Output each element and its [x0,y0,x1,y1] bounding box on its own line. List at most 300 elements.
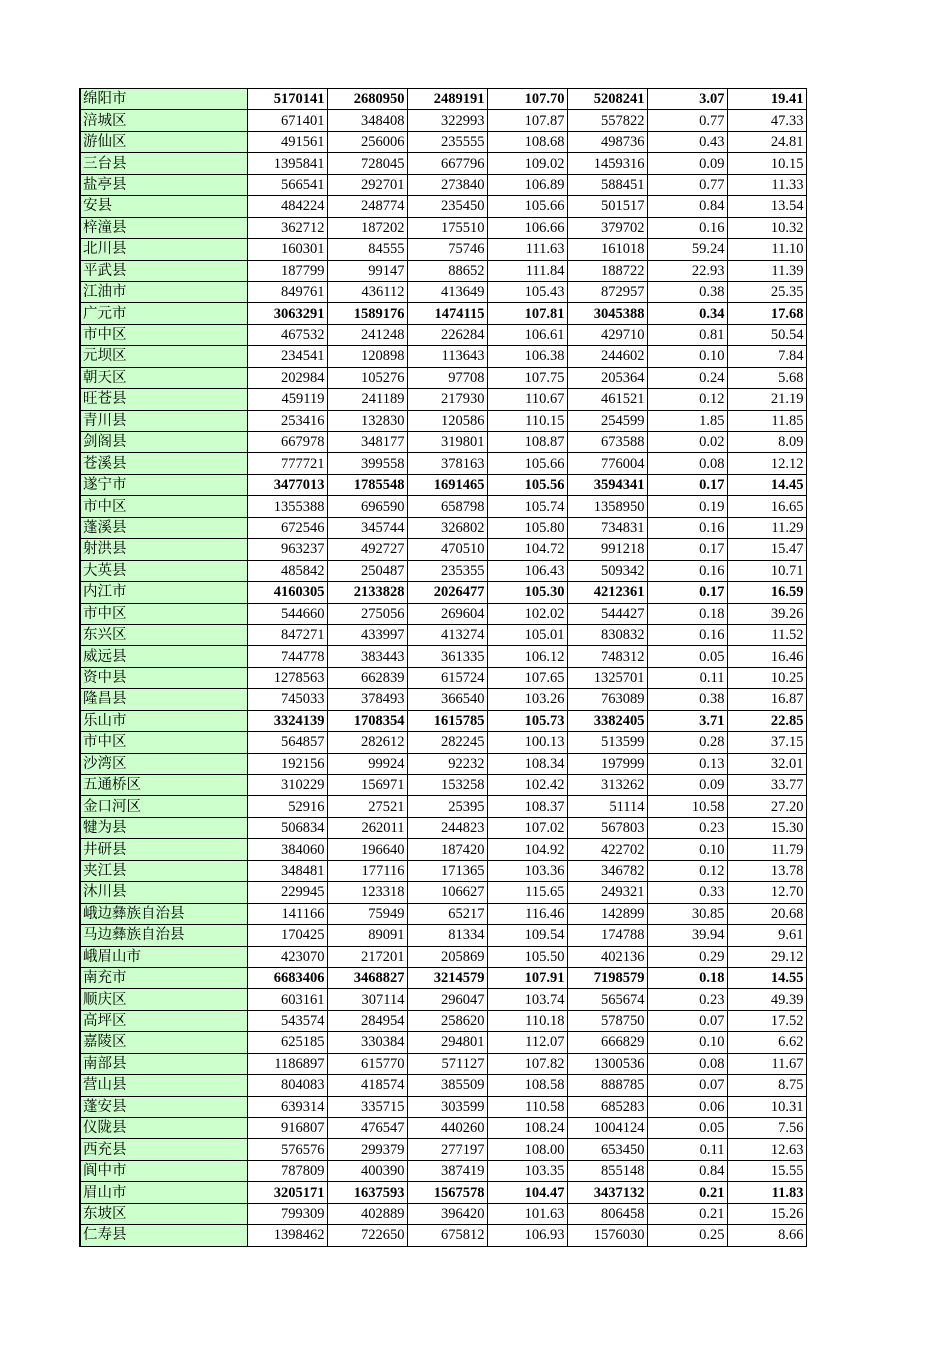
value-cell-col-3[interactable]: 2489191 [407,89,487,110]
value-cell-col-6[interactable]: 0.02 [647,432,727,453]
value-cell-col-6[interactable]: 0.07 [647,1010,727,1031]
value-cell-col-2[interactable]: 378493 [327,689,407,710]
value-cell-col-6[interactable]: 0.05 [647,1118,727,1139]
value-cell-col-2[interactable]: 696590 [327,496,407,517]
value-cell-col-2[interactable]: 248774 [327,196,407,217]
value-cell-col-6[interactable]: 0.23 [647,989,727,1010]
value-cell-col-5[interactable]: 544427 [567,603,647,624]
value-cell-col-3[interactable]: 282245 [407,732,487,753]
value-cell-col-1[interactable]: 1278563 [247,667,327,688]
value-cell-col-4[interactable]: 102.02 [487,603,567,624]
value-cell-col-5[interactable]: 557822 [567,110,647,131]
value-cell-col-3[interactable]: 81334 [407,925,487,946]
value-cell-col-5[interactable]: 402136 [567,946,647,967]
value-cell-col-4[interactable]: 110.67 [487,389,567,410]
value-cell-col-6[interactable]: 0.84 [647,196,727,217]
value-cell-col-2[interactable]: 383443 [327,646,407,667]
value-cell-col-3[interactable]: 235450 [407,196,487,217]
value-cell-col-6[interactable]: 0.33 [647,882,727,903]
region-name-cell[interactable]: 青川县 [80,410,247,431]
value-cell-col-1[interactable]: 543574 [247,1010,327,1031]
value-cell-col-5[interactable]: 673588 [567,432,647,453]
region-name-cell[interactable]: 梓潼县 [80,217,247,238]
value-cell-col-2[interactable]: 282612 [327,732,407,753]
value-cell-col-3[interactable]: 1474115 [407,303,487,324]
region-name-cell[interactable]: 沐川县 [80,882,247,903]
value-cell-col-4[interactable]: 105.73 [487,710,567,731]
value-cell-col-5[interactable]: 4212361 [567,582,647,603]
value-cell-col-5[interactable]: 1576030 [567,1225,647,1246]
region-name-cell[interactable]: 市中区 [80,732,247,753]
value-cell-col-3[interactable]: 296047 [407,989,487,1010]
value-cell-col-4[interactable]: 109.02 [487,153,567,174]
value-cell-col-4[interactable]: 107.75 [487,367,567,388]
value-cell-col-4[interactable]: 106.12 [487,646,567,667]
value-cell-col-6[interactable]: 0.23 [647,817,727,838]
value-cell-col-5[interactable]: 855148 [567,1160,647,1181]
region-name-cell[interactable]: 安县 [80,196,247,217]
value-cell-col-5[interactable]: 806458 [567,1203,647,1224]
value-cell-col-4[interactable]: 103.36 [487,860,567,881]
value-cell-col-1[interactable]: 484224 [247,196,327,217]
region-name-cell[interactable]: 井研县 [80,839,247,860]
value-cell-col-3[interactable]: 235555 [407,131,487,152]
value-cell-col-6[interactable]: 0.21 [647,1203,727,1224]
value-cell-col-4[interactable]: 108.37 [487,796,567,817]
value-cell-col-6[interactable]: 0.81 [647,324,727,345]
value-cell-col-6[interactable]: 0.05 [647,646,727,667]
value-cell-col-7[interactable]: 25.35 [727,281,806,302]
region-name-cell[interactable]: 乐山市 [80,710,247,731]
value-cell-col-3[interactable]: 235355 [407,560,487,581]
value-cell-col-2[interactable]: 307114 [327,989,407,1010]
value-cell-col-6[interactable]: 0.07 [647,1075,727,1096]
value-cell-col-5[interactable]: 776004 [567,453,647,474]
value-cell-col-1[interactable]: 170425 [247,925,327,946]
value-cell-col-3[interactable]: 97708 [407,367,487,388]
value-cell-col-2[interactable]: 75949 [327,903,407,924]
value-cell-col-1[interactable]: 3205171 [247,1182,327,1203]
region-name-cell[interactable]: 三台县 [80,153,247,174]
value-cell-col-3[interactable]: 92232 [407,753,487,774]
value-cell-col-3[interactable]: 258620 [407,1010,487,1031]
value-cell-col-2[interactable]: 99924 [327,753,407,774]
value-cell-col-4[interactable]: 107.70 [487,89,567,110]
value-cell-col-4[interactable]: 106.38 [487,346,567,367]
value-cell-col-6[interactable]: 0.34 [647,303,727,324]
region-name-cell[interactable]: 游仙区 [80,131,247,152]
value-cell-col-6[interactable]: 0.11 [647,667,727,688]
value-cell-col-4[interactable]: 107.87 [487,110,567,131]
value-cell-col-3[interactable]: 378163 [407,453,487,474]
value-cell-col-2[interactable]: 728045 [327,153,407,174]
value-cell-col-2[interactable]: 433997 [327,624,407,645]
value-cell-col-7[interactable]: 10.25 [727,667,806,688]
region-name-cell[interactable]: 金口河区 [80,796,247,817]
region-name-cell[interactable]: 东兴区 [80,624,247,645]
region-name-cell[interactable]: 市中区 [80,603,247,624]
value-cell-col-4[interactable]: 110.18 [487,1010,567,1031]
value-cell-col-7[interactable]: 16.87 [727,689,806,710]
value-cell-col-4[interactable]: 110.58 [487,1096,567,1117]
value-cell-col-1[interactable]: 745033 [247,689,327,710]
value-cell-col-1[interactable]: 192156 [247,753,327,774]
value-cell-col-3[interactable]: 319801 [407,432,487,453]
value-cell-col-3[interactable]: 322993 [407,110,487,131]
value-cell-col-2[interactable]: 241248 [327,324,407,345]
value-cell-col-1[interactable]: 459119 [247,389,327,410]
value-cell-col-3[interactable]: 88652 [407,260,487,281]
value-cell-col-7[interactable]: 5.68 [727,367,806,388]
value-cell-col-3[interactable]: 361335 [407,646,487,667]
value-cell-col-4[interactable]: 108.68 [487,131,567,152]
value-cell-col-3[interactable]: 120586 [407,410,487,431]
value-cell-col-4[interactable]: 108.24 [487,1118,567,1139]
value-cell-col-3[interactable]: 326802 [407,517,487,538]
value-cell-col-1[interactable]: 506834 [247,817,327,838]
value-cell-col-2[interactable]: 335715 [327,1096,407,1117]
region-name-cell[interactable]: 南部县 [80,1053,247,1074]
value-cell-col-7[interactable]: 12.70 [727,882,806,903]
region-name-cell[interactable]: 旺苍县 [80,389,247,410]
value-cell-col-4[interactable]: 109.54 [487,925,567,946]
value-cell-col-3[interactable]: 277197 [407,1139,487,1160]
value-cell-col-6[interactable]: 0.13 [647,753,727,774]
value-cell-col-1[interactable]: 625185 [247,1032,327,1053]
value-cell-col-2[interactable]: 400390 [327,1160,407,1181]
value-cell-col-2[interactable]: 256006 [327,131,407,152]
value-cell-col-1[interactable]: 52916 [247,796,327,817]
value-cell-col-2[interactable]: 250487 [327,560,407,581]
value-cell-col-1[interactable]: 672546 [247,517,327,538]
value-cell-col-1[interactable]: 3477013 [247,474,327,495]
value-cell-col-7[interactable]: 11.33 [727,174,806,195]
value-cell-col-1[interactable]: 485842 [247,560,327,581]
region-name-cell[interactable]: 峨眉山市 [80,946,247,967]
value-cell-col-3[interactable]: 269604 [407,603,487,624]
value-cell-col-5[interactable]: 513599 [567,732,647,753]
value-cell-col-2[interactable]: 1708354 [327,710,407,731]
value-cell-col-5[interactable]: 685283 [567,1096,647,1117]
value-cell-col-2[interactable]: 2680950 [327,89,407,110]
value-cell-col-1[interactable]: 847271 [247,624,327,645]
value-cell-col-2[interactable]: 99147 [327,260,407,281]
value-cell-col-7[interactable]: 15.47 [727,539,806,560]
value-cell-col-7[interactable]: 22.85 [727,710,806,731]
value-cell-col-7[interactable]: 7.84 [727,346,806,367]
value-cell-col-3[interactable]: 658798 [407,496,487,517]
value-cell-col-4[interactable]: 101.63 [487,1203,567,1224]
value-cell-col-5[interactable]: 249321 [567,882,647,903]
region-name-cell[interactable]: 阆中市 [80,1160,247,1181]
value-cell-col-5[interactable]: 461521 [567,389,647,410]
value-cell-col-3[interactable]: 244823 [407,817,487,838]
value-cell-col-1[interactable]: 744778 [247,646,327,667]
region-name-cell[interactable]: 峨边彝族自治县 [80,903,247,924]
value-cell-col-1[interactable]: 253416 [247,410,327,431]
value-cell-col-4[interactable]: 112.07 [487,1032,567,1053]
value-cell-col-5[interactable]: 254599 [567,410,647,431]
value-cell-col-1[interactable]: 229945 [247,882,327,903]
value-cell-col-2[interactable]: 89091 [327,925,407,946]
region-name-cell[interactable]: 元坝区 [80,346,247,367]
value-cell-col-7[interactable]: 13.54 [727,196,806,217]
value-cell-col-2[interactable]: 348408 [327,110,407,131]
value-cell-col-2[interactable]: 123318 [327,882,407,903]
value-cell-col-6[interactable]: 0.16 [647,560,727,581]
value-cell-col-2[interactable]: 132830 [327,410,407,431]
region-name-cell[interactable]: 蓬溪县 [80,517,247,538]
value-cell-col-2[interactable]: 27521 [327,796,407,817]
value-cell-col-1[interactable]: 671401 [247,110,327,131]
value-cell-col-2[interactable]: 330384 [327,1032,407,1053]
value-cell-col-3[interactable]: 2026477 [407,582,487,603]
value-cell-col-5[interactable]: 1459316 [567,153,647,174]
value-cell-col-4[interactable]: 106.93 [487,1225,567,1246]
region-name-cell[interactable]: 五通桥区 [80,775,247,796]
value-cell-col-3[interactable]: 396420 [407,1203,487,1224]
value-cell-col-3[interactable]: 470510 [407,539,487,560]
value-cell-col-5[interactable]: 174788 [567,925,647,946]
region-name-cell[interactable]: 遂宁市 [80,474,247,495]
value-cell-col-4[interactable]: 105.50 [487,946,567,967]
value-cell-col-4[interactable]: 108.58 [487,1075,567,1096]
value-cell-col-2[interactable]: 241189 [327,389,407,410]
value-cell-col-5[interactable]: 567803 [567,817,647,838]
region-name-cell[interactable]: 嘉陵区 [80,1032,247,1053]
value-cell-col-2[interactable]: 292701 [327,174,407,195]
value-cell-col-2[interactable]: 1637593 [327,1182,407,1203]
value-cell-col-3[interactable]: 667796 [407,153,487,174]
value-cell-col-7[interactable]: 50.54 [727,324,806,345]
region-name-cell[interactable]: 江油市 [80,281,247,302]
value-cell-col-1[interactable]: 787809 [247,1160,327,1181]
value-cell-col-2[interactable]: 345744 [327,517,407,538]
value-cell-col-6[interactable]: 1.85 [647,410,727,431]
value-cell-col-4[interactable]: 107.91 [487,967,567,988]
value-cell-col-4[interactable]: 103.26 [487,689,567,710]
value-cell-col-1[interactable]: 467532 [247,324,327,345]
value-cell-col-4[interactable]: 111.63 [487,239,567,260]
value-cell-col-6[interactable]: 0.19 [647,496,727,517]
value-cell-col-7[interactable]: 10.71 [727,560,806,581]
value-cell-col-3[interactable]: 205869 [407,946,487,967]
value-cell-col-7[interactable]: 39.26 [727,603,806,624]
value-cell-col-6[interactable]: 0.16 [647,217,727,238]
value-cell-col-2[interactable]: 120898 [327,346,407,367]
value-cell-col-2[interactable]: 262011 [327,817,407,838]
value-cell-col-1[interactable]: 564857 [247,732,327,753]
value-cell-col-2[interactable]: 476547 [327,1118,407,1139]
value-cell-col-3[interactable]: 106627 [407,882,487,903]
region-name-cell[interactable]: 隆昌县 [80,689,247,710]
value-cell-col-5[interactable]: 197999 [567,753,647,774]
value-cell-col-4[interactable]: 108.34 [487,753,567,774]
value-cell-col-5[interactable]: 422702 [567,839,647,860]
value-cell-col-5[interactable]: 666829 [567,1032,647,1053]
value-cell-col-3[interactable]: 273840 [407,174,487,195]
region-name-cell[interactable]: 营山县 [80,1075,247,1096]
value-cell-col-5[interactable]: 429710 [567,324,647,345]
value-cell-col-4[interactable]: 105.80 [487,517,567,538]
value-cell-col-5[interactable]: 872957 [567,281,647,302]
region-name-cell[interactable]: 资中县 [80,667,247,688]
value-cell-col-3[interactable]: 675812 [407,1225,487,1246]
value-cell-col-2[interactable]: 84555 [327,239,407,260]
value-cell-col-5[interactable]: 244602 [567,346,647,367]
value-cell-col-1[interactable]: 1186897 [247,1053,327,1074]
value-cell-col-4[interactable]: 110.15 [487,410,567,431]
value-cell-col-3[interactable]: 3214579 [407,967,487,988]
value-cell-col-3[interactable]: 413649 [407,281,487,302]
value-cell-col-7[interactable]: 49.39 [727,989,806,1010]
value-cell-col-7[interactable]: 15.30 [727,817,806,838]
value-cell-col-4[interactable]: 107.81 [487,303,567,324]
region-name-cell[interactable]: 绵阳市 [80,89,247,110]
value-cell-col-5[interactable]: 748312 [567,646,647,667]
value-cell-col-1[interactable]: 1398462 [247,1225,327,1246]
value-cell-col-5[interactable]: 653450 [567,1139,647,1160]
value-cell-col-6[interactable]: 0.17 [647,539,727,560]
value-cell-col-2[interactable]: 299379 [327,1139,407,1160]
value-cell-col-2[interactable]: 105276 [327,367,407,388]
region-name-cell[interactable]: 盐亭县 [80,174,247,195]
value-cell-col-4[interactable]: 108.00 [487,1139,567,1160]
value-cell-col-1[interactable]: 310229 [247,775,327,796]
region-name-cell[interactable]: 射洪县 [80,539,247,560]
value-cell-col-6[interactable]: 22.93 [647,260,727,281]
value-cell-col-7[interactable]: 15.55 [727,1160,806,1181]
value-cell-col-3[interactable]: 571127 [407,1053,487,1074]
value-cell-col-5[interactable]: 888785 [567,1075,647,1096]
value-cell-col-6[interactable]: 0.38 [647,689,727,710]
value-cell-col-2[interactable]: 177116 [327,860,407,881]
value-cell-col-3[interactable]: 75746 [407,239,487,260]
value-cell-col-5[interactable]: 3045388 [567,303,647,324]
value-cell-col-1[interactable]: 777721 [247,453,327,474]
value-cell-col-4[interactable]: 105.30 [487,582,567,603]
value-cell-col-3[interactable]: 1691465 [407,474,487,495]
value-cell-col-7[interactable]: 16.65 [727,496,806,517]
value-cell-col-1[interactable]: 3324139 [247,710,327,731]
value-cell-col-4[interactable]: 115.65 [487,882,567,903]
value-cell-col-7[interactable]: 11.10 [727,239,806,260]
value-cell-col-6[interactable]: 0.17 [647,582,727,603]
value-cell-col-3[interactable]: 175510 [407,217,487,238]
value-cell-col-3[interactable]: 1567578 [407,1182,487,1203]
value-cell-col-5[interactable]: 734831 [567,517,647,538]
value-cell-col-4[interactable]: 103.74 [487,989,567,1010]
value-cell-col-3[interactable]: 25395 [407,796,487,817]
value-cell-col-3[interactable]: 217930 [407,389,487,410]
value-cell-col-1[interactable]: 576576 [247,1139,327,1160]
value-cell-col-2[interactable]: 662839 [327,667,407,688]
value-cell-col-5[interactable]: 991218 [567,539,647,560]
value-cell-col-7[interactable]: 27.20 [727,796,806,817]
value-cell-col-5[interactable]: 578750 [567,1010,647,1031]
region-name-cell[interactable]: 平武县 [80,260,247,281]
value-cell-col-7[interactable]: 8.66 [727,1225,806,1246]
value-cell-col-6[interactable]: 0.08 [647,453,727,474]
value-cell-col-5[interactable]: 509342 [567,560,647,581]
value-cell-col-5[interactable]: 161018 [567,239,647,260]
value-cell-col-2[interactable]: 196640 [327,839,407,860]
region-name-cell[interactable]: 朝天区 [80,367,247,388]
value-cell-col-4[interactable]: 105.66 [487,453,567,474]
value-cell-col-4[interactable]: 106.66 [487,217,567,238]
value-cell-col-2[interactable]: 156971 [327,775,407,796]
value-cell-col-6[interactable]: 39.94 [647,925,727,946]
value-cell-col-7[interactable]: 19.41 [727,89,806,110]
region-name-cell[interactable]: 沙湾区 [80,753,247,774]
value-cell-col-2[interactable]: 722650 [327,1225,407,1246]
region-name-cell[interactable]: 威远县 [80,646,247,667]
value-cell-col-6[interactable]: 0.06 [647,1096,727,1117]
region-name-cell[interactable]: 夹江县 [80,860,247,881]
value-cell-col-3[interactable]: 153258 [407,775,487,796]
value-cell-col-6[interactable]: 59.24 [647,239,727,260]
value-cell-col-3[interactable]: 303599 [407,1096,487,1117]
region-name-cell[interactable]: 北川县 [80,239,247,260]
value-cell-col-3[interactable]: 387419 [407,1160,487,1181]
value-cell-col-2[interactable]: 348177 [327,432,407,453]
value-cell-col-5[interactable]: 588451 [567,174,647,195]
value-cell-col-1[interactable]: 5170141 [247,89,327,110]
value-cell-col-7[interactable]: 47.33 [727,110,806,131]
value-cell-col-3[interactable]: 171365 [407,860,487,881]
value-cell-col-6[interactable]: 0.38 [647,281,727,302]
value-cell-col-1[interactable]: 667978 [247,432,327,453]
value-cell-col-6[interactable]: 0.84 [647,1160,727,1181]
value-cell-col-2[interactable]: 492727 [327,539,407,560]
value-cell-col-5[interactable]: 1325701 [567,667,647,688]
value-cell-col-7[interactable]: 11.52 [727,624,806,645]
value-cell-col-2[interactable]: 399558 [327,453,407,474]
value-cell-col-3[interactable]: 615724 [407,667,487,688]
value-cell-col-7[interactable]: 11.85 [727,410,806,431]
value-cell-col-5[interactable]: 142899 [567,903,647,924]
value-cell-col-4[interactable]: 105.56 [487,474,567,495]
value-cell-col-3[interactable]: 440260 [407,1118,487,1139]
value-cell-col-3[interactable]: 226284 [407,324,487,345]
value-cell-col-5[interactable]: 565674 [567,989,647,1010]
value-cell-col-6[interactable]: 0.10 [647,839,727,860]
value-cell-col-1[interactable]: 202984 [247,367,327,388]
value-cell-col-2[interactable]: 1785548 [327,474,407,495]
value-cell-col-1[interactable]: 384060 [247,839,327,860]
value-cell-col-1[interactable]: 639314 [247,1096,327,1117]
value-cell-col-4[interactable]: 107.02 [487,817,567,838]
value-cell-col-4[interactable]: 107.82 [487,1053,567,1074]
value-cell-col-7[interactable]: 11.67 [727,1053,806,1074]
value-cell-col-7[interactable]: 12.12 [727,453,806,474]
value-cell-col-1[interactable]: 963237 [247,539,327,560]
region-name-cell[interactable]: 犍为县 [80,817,247,838]
value-cell-col-6[interactable]: 0.28 [647,732,727,753]
value-cell-col-7[interactable]: 37.15 [727,732,806,753]
value-cell-col-4[interactable]: 104.72 [487,539,567,560]
value-cell-col-6[interactable]: 10.58 [647,796,727,817]
value-cell-col-1[interactable]: 1355388 [247,496,327,517]
value-cell-col-5[interactable]: 830832 [567,624,647,645]
value-cell-col-7[interactable]: 15.26 [727,1203,806,1224]
value-cell-col-7[interactable]: 12.63 [727,1139,806,1160]
value-cell-col-4[interactable]: 106.61 [487,324,567,345]
value-cell-col-7[interactable]: 11.79 [727,839,806,860]
region-name-cell[interactable]: 内江市 [80,582,247,603]
value-cell-col-3[interactable]: 385509 [407,1075,487,1096]
value-cell-col-2[interactable]: 187202 [327,217,407,238]
